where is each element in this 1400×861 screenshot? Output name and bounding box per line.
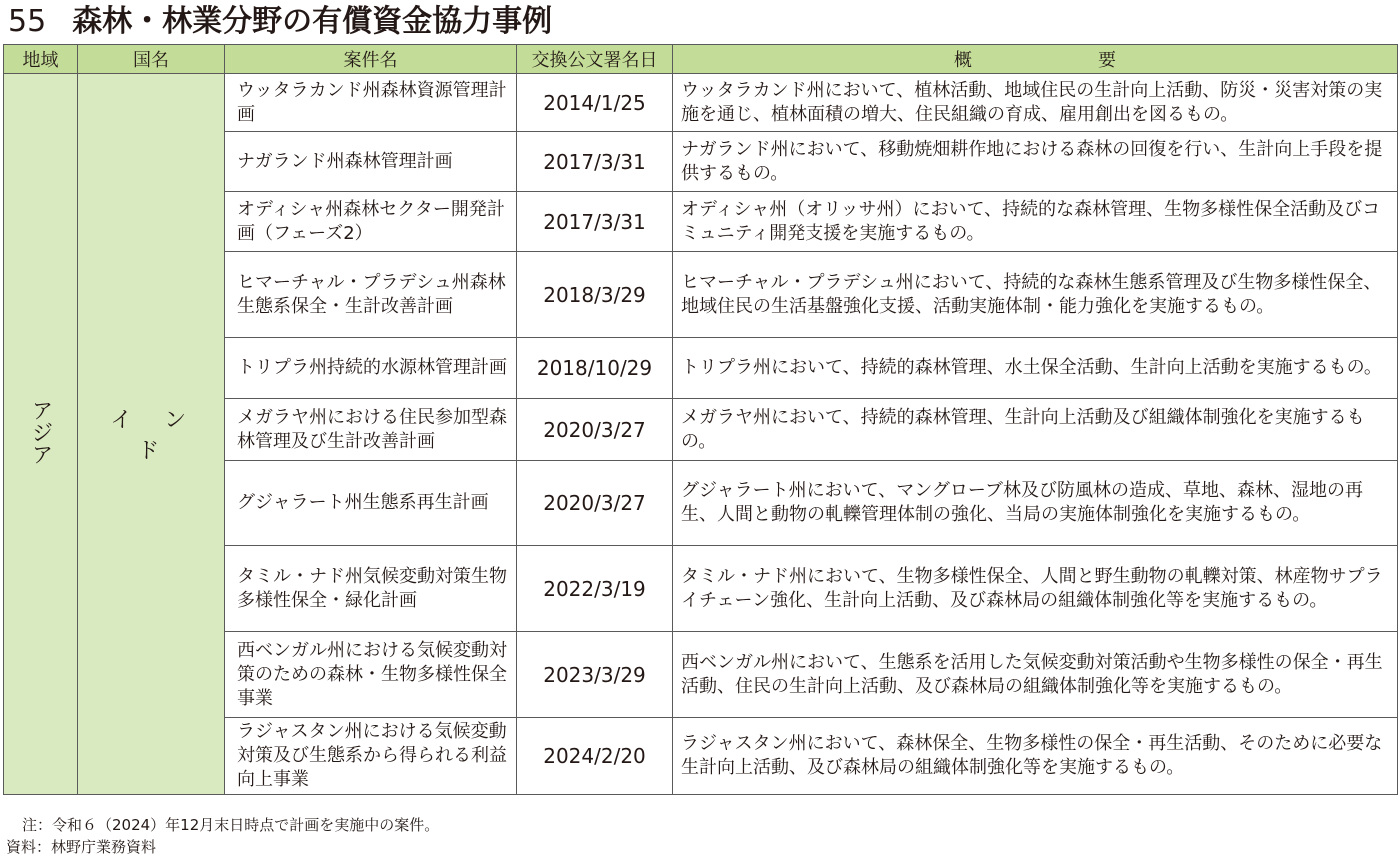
region-label: アジア bbox=[28, 398, 53, 465]
region-cell bbox=[4, 74, 78, 795]
project-name-cell: オディシャ州森林セクター開発計画（フェーズ2） bbox=[225, 192, 517, 252]
summary-cell: ウッタラカンド州において、植林活動、地域住民の生計向上活動、防災・災害対策の実施を通じ、植林面積の増大、住民組織の育成、雇用創出を図るもの。 bbox=[673, 74, 1398, 132]
project-name-cell: ウッタラカンド州森林資源管理計画 bbox=[225, 74, 517, 132]
page-title bbox=[8, 2, 552, 42]
source-text: 資料：林野庁業務資料 bbox=[6, 838, 157, 856]
summary-cell: グジャラート州において、マングローブ林及び防風林の造成、草地、森林、湿地の再生、人間と動物の軋轢管理体制の強化、当局の実施体制強化を実施するもの。 bbox=[673, 461, 1398, 546]
title-number: 55 bbox=[8, 4, 47, 39]
header-project: 案件名 bbox=[225, 45, 517, 74]
summary-cell: ヒマーチャル・プラデシュ州において、持続的な森林生態系管理及び生物多様性保全、地域住民の生活基盤強化支援、活動実施体制・能力強化を実施するもの。 bbox=[673, 252, 1398, 338]
table-header-row bbox=[4, 45, 1398, 74]
signing-date-cell: 2018/3/29 bbox=[517, 252, 673, 338]
signing-date-cell: 2017/3/31 bbox=[517, 192, 673, 252]
project-name-cell: タミル・ナド州気候変動対策生物多様性保全・緑化計画 bbox=[225, 546, 517, 632]
country-cell bbox=[78, 74, 225, 795]
summary-cell: タミル・ナド州において、生物多様性保全、人間と野生動物の軋轢対策、林産物サプライチェーン強化、生計向上活動、及び森林局の組織体制強化等を実施するもの。 bbox=[673, 546, 1398, 632]
project-name-cell: ナガランド州森林管理計画 bbox=[225, 132, 517, 192]
summary-cell: トリプラ州において、持続的森林管理、水土保全活動、生計向上活動を実施するもの。 bbox=[673, 338, 1398, 399]
header-region: 地域 bbox=[4, 45, 78, 74]
signing-date-cell: 2024/2/20 bbox=[517, 718, 673, 795]
loan-cases-table bbox=[3, 44, 1398, 795]
project-name-cell: トリプラ州持続的水源林管理計画 bbox=[225, 338, 517, 399]
header-country: 国名 bbox=[78, 45, 225, 74]
summary-cell: ナガランド州において、移動焼畑耕作地における森林の回復を行い、生計向上手段を提供するもの。 bbox=[673, 132, 1398, 192]
project-name-cell: メガラヤ州における住民参加型森林管理及び生計改善計画 bbox=[225, 399, 517, 461]
signing-date-cell: 2020/3/27 bbox=[517, 461, 673, 546]
summary-cell: ラジャスタン州において、森林保全、生物多様性の保全・再生活動、そのために必要な生計向上活動、及び森林局の組織体制強化等を実施するもの。 bbox=[673, 718, 1398, 795]
summary-cell: 西ベンガル州において、生態系を活用した気候変動対策活動や生物多様性の保全・再生活動、住民の生計向上活動、及び森林局の組織体制強化等を実施するもの。 bbox=[673, 632, 1398, 718]
footnotes bbox=[6, 814, 439, 858]
signing-date-cell: 2014/1/25 bbox=[517, 74, 673, 132]
table-row bbox=[4, 74, 1398, 132]
signing-date-cell: 2022/3/19 bbox=[517, 546, 673, 632]
header-summary: 概要 bbox=[673, 45, 1398, 74]
header-date: 交換公文署名日 bbox=[517, 45, 673, 74]
signing-date-cell: 2020/3/27 bbox=[517, 399, 673, 461]
note-text: 注：令和６（2024）年12月末日時点で計画を実施中の案件。 bbox=[22, 816, 440, 834]
title-text: 森林・林業分野の有償資金協力事例 bbox=[72, 4, 553, 39]
project-name-cell: ヒマーチャル・プラデシュ州森林生態系保全・生計改善計画 bbox=[225, 252, 517, 338]
signing-date-cell: 2017/3/31 bbox=[517, 132, 673, 192]
summary-cell: メガラヤ州において、持続的森林管理、生計向上活動及び組織体制強化を実施するもの。 bbox=[673, 399, 1398, 461]
signing-date-cell: 2023/3/29 bbox=[517, 632, 673, 718]
project-name-cell: 西ベンガル州における気候変動対策のための森林・生物多様性保全事業 bbox=[225, 632, 517, 718]
country-label: インド bbox=[110, 408, 219, 464]
project-name-cell: グジャラート州生態系再生計画 bbox=[225, 461, 517, 546]
summary-cell: オディシャ州（オリッサ州）において、持続的な森林管理、生物多様性保全活動及びコミュニティ開発支援を実施するもの。 bbox=[673, 192, 1398, 252]
project-name-cell: ラジャスタン州における気候変動対策及び生態系から得られる利益向上事業 bbox=[225, 718, 517, 795]
signing-date-cell: 2018/10/29 bbox=[517, 338, 673, 399]
